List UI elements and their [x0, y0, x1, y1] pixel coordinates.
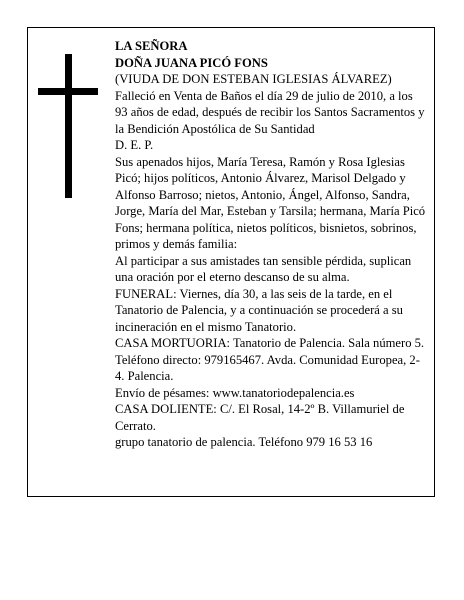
cross-icon: [38, 54, 98, 198]
family-home-info: CASA DOLIENTE: C/. El Rosal, 14-2º B. Villamuriel de Cerrato.: [115, 402, 405, 433]
funeral-info: FUNERAL: Viernes, día 30, a las seis de la tarde, en el Tanatorio de Palencia, y a continuación se procederá a su incineración en el mismo Tanatorio.: [115, 286, 403, 334]
footer-contact: grupo tanatorio de palencia. Teléfono 979 16 53 16: [115, 435, 373, 449]
widow-line: (VIUDA DE DON ESTEBAN IGLESIAS ÁLVAREZ): [115, 72, 392, 86]
rip-line: D. E. P.: [115, 138, 154, 152]
condolences-info: Envío de pésames: www.tanatoriodepalencia.es: [115, 385, 355, 400]
prayer-request: Al participar a sus amistades tan sensible pérdida, suplican una oración por el eterno descanso de su alma.: [115, 253, 412, 284]
cross-vertical-bar: [65, 54, 72, 198]
notice-title: LA SEÑORA: [115, 39, 188, 53]
cross-horizontal-bar: [38, 88, 98, 95]
deceased-name: DOÑA JUANA PICÓ FONS: [115, 55, 268, 70]
mortuary-info: CASA MORTUORIA: Tanatorio de Palencia. Sala número 5. Teléfono directo: 979165467. Avda. Comunidad Europea, 2-4. Palencia.: [115, 336, 425, 383]
family-members: Sus apenados hijos, María Teresa, Ramón y Rosa Iglesias Picó; hijos políticos, Antonio Álvarez, Marisol Delgado y Alfonso Barroso; nietos, Antonio, Ángel, Alfonso, Sandra, Jorge, María del Mar, Esteban y Tarsila; hermana, María Picó Fons; hermana política, nietos políticos, bisnietos, sobrinos, primos y demás familia:: [115, 154, 426, 251]
obituary-text: [115, 38, 427, 451]
death-notice: Falleció en Venta de Baños el día 29 de julio de 2010, a los 93 años de edad, después de recibir los Santos Sacramentos y la Bendición Apostólica de Su Santidad: [115, 88, 425, 136]
